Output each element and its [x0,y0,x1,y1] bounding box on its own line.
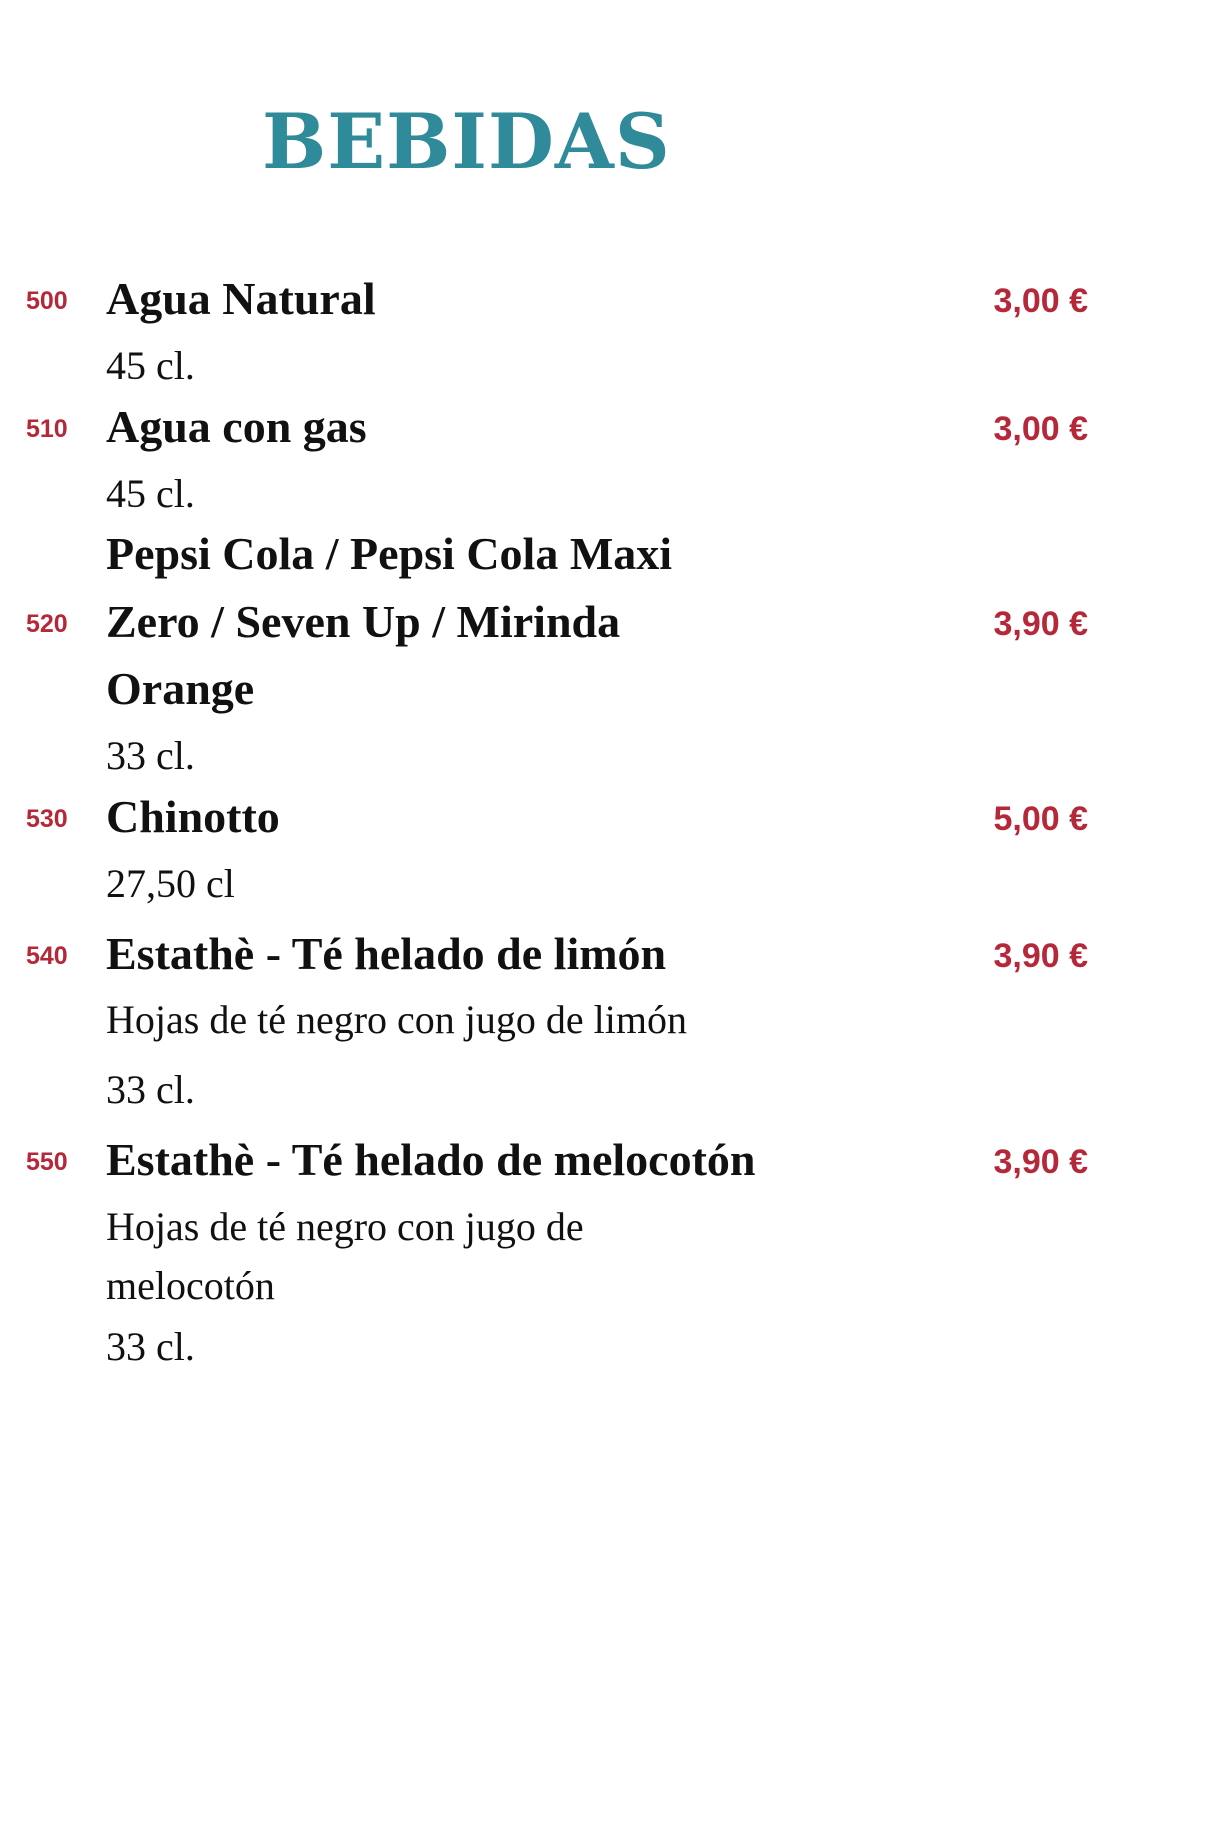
item-detail: 45 cl. [106,471,195,516]
item-price: 3,90 € [993,605,1088,643]
item-name-line: Pepsi Cola / Pepsi Cola Maxi [106,528,673,579]
item-detail: 33 cl. [106,1324,195,1369]
item-name: Estathè - Té helado de melocotón [106,1134,756,1185]
item-price: 3,90 € [993,1143,1088,1181]
item-price: 3,90 € [993,937,1088,975]
item-name-line: Orange [106,663,255,714]
item-price: 3,00 € [993,410,1088,448]
item-code: 500 [26,287,68,315]
item-price: 5,00 € [993,800,1088,838]
item-name: Estathè - Té helado de limón [106,928,667,979]
item-code: 540 [26,942,68,970]
item-detail: 27,50 cl [106,861,235,906]
item-code: 530 [26,805,68,833]
item-code: 550 [26,1148,68,1176]
item-name: Agua con gas [106,401,367,452]
item-name: Chinotto [106,791,280,842]
item-detail: 33 cl. [106,1067,195,1112]
item-price: 3,00 € [993,282,1088,320]
item-name: Agua Natural [106,273,376,324]
item-detail: 45 cl. [106,343,195,388]
page-title: BEBIDAS [262,97,671,186]
item-description: Hojas de té negro con jugo de [106,1204,584,1249]
item-code: 520 [26,610,68,638]
item-name-line: Zero / Seven Up / Mirinda [106,596,621,647]
item-description: melocotón [106,1263,275,1308]
item-code: 510 [26,415,68,443]
item-detail: 33 cl. [106,733,195,778]
item-description: Hojas de té negro con jugo de limón [106,997,687,1042]
